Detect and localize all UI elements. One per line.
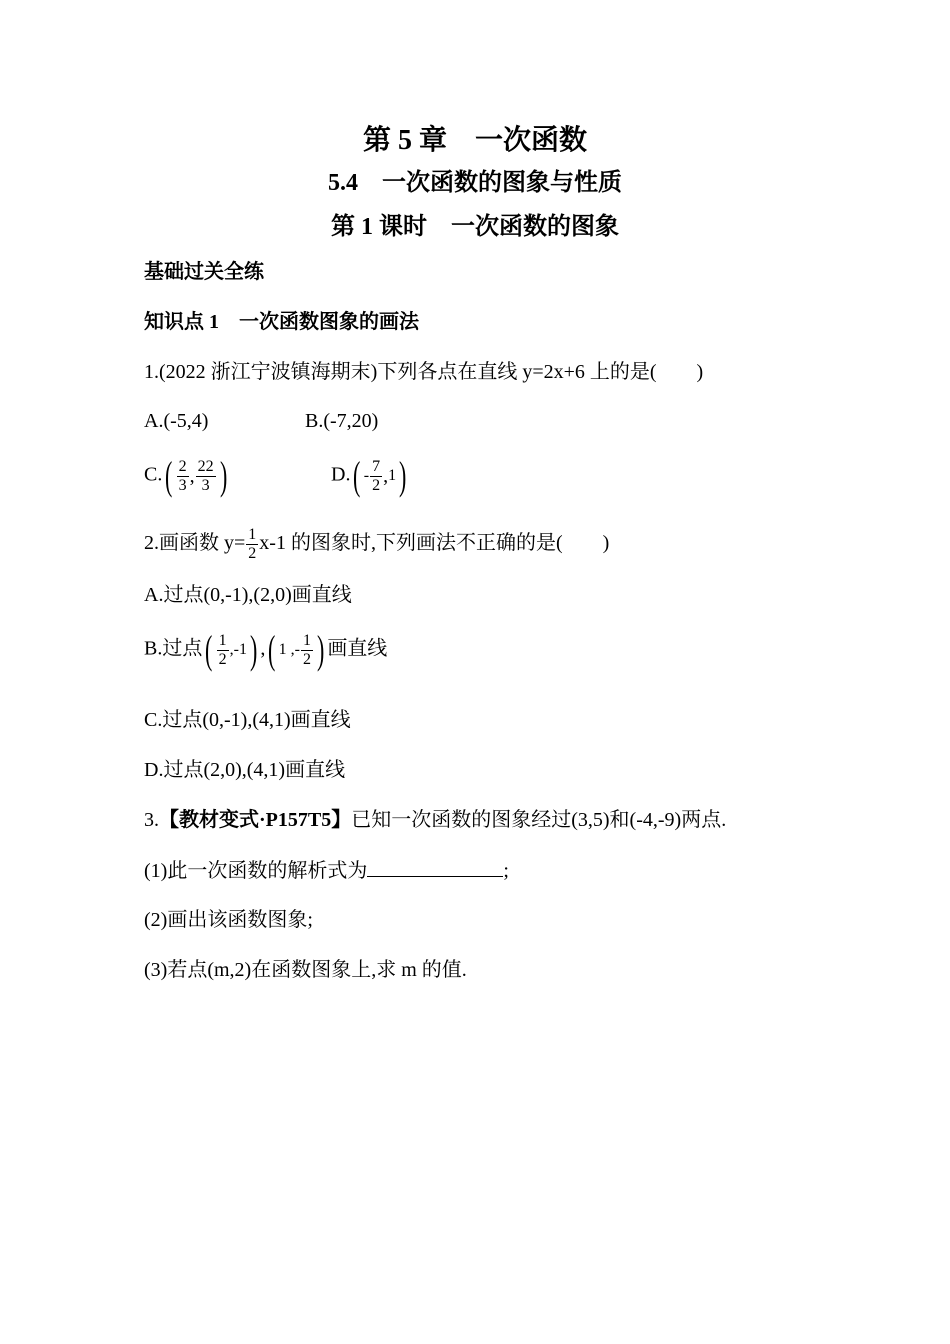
chapter-title: 第 5 章 一次函数	[362, 125, 587, 156]
fraction: $\frac{1}{2}$	[218, 631, 227, 668]
q2-option-b: B.过点 ( $\frac{1}{2}$ ,-1 ) , ( 1 ,- $\frac{1}{2}$ ) 画直线	[144, 627, 388, 672]
q2-stem: 2.画函数 y= $\frac{1}{2}$ x-1 的图象时,下列画法不正确的是( )	[144, 526, 610, 562]
q1-stem: 1.(2022 浙江宁波镇海期末)下列各点在直线 y=2x+6 上的是( )	[144, 361, 704, 383]
q1-option-a: A.(-5,4)	[144, 410, 209, 432]
q3-part-2: (2)画出该函数图象;	[144, 909, 313, 931]
q1-option-c-label: C.	[144, 463, 163, 486]
q1-option-d-label: D.	[331, 463, 351, 486]
fraction: $\frac{1}{2}$	[302, 631, 311, 668]
textbook-tag: 【教材变式·P157T5】	[159, 809, 352, 831]
section-title: 5.4 一次函数的图象与性质	[328, 170, 622, 196]
q1-option-c: C. ( $\frac{2}{3}$ , $\frac{22}{3}$ )	[144, 453, 228, 498]
q3-part-1: (1)此一次函数的解析式为 ;	[144, 856, 509, 885]
q2-option-c: C.过点(0,-1),(4,1)画直线	[144, 709, 351, 731]
fraction: $\frac{2}{3}$	[178, 457, 187, 494]
fraction: $\frac{1}{2}$	[248, 526, 257, 562]
fraction: $\frac{22}{3}$	[197, 457, 214, 494]
q3-stem: 3.【教材变式·P157T5】已知一次函数的图象经过(3,5)和(-4,-9)两点.	[144, 809, 727, 831]
knowledge-heading: 知识点 1 一次函数图象的画法	[144, 311, 419, 333]
fraction: $\frac{7}{2}$	[372, 457, 381, 494]
lesson-title: 第 1 课时 一次函数的图象	[331, 214, 619, 240]
q2-option-d: D.过点(2,0),(4,1)画直线	[144, 759, 346, 781]
answer-blank[interactable]	[367, 856, 503, 877]
q2-option-a: A.过点(0,-1),(2,0)画直线	[144, 584, 352, 606]
q1-option-b: B.(-7,20)	[305, 410, 379, 432]
q3-part-3: (3)若点(m,2)在函数图象上,求 m 的值.	[144, 959, 467, 981]
practice-heading: 基础过关全练	[144, 261, 264, 283]
q1-option-d: D. ( - $\frac{7}{2}$ , 1 )	[331, 453, 407, 498]
